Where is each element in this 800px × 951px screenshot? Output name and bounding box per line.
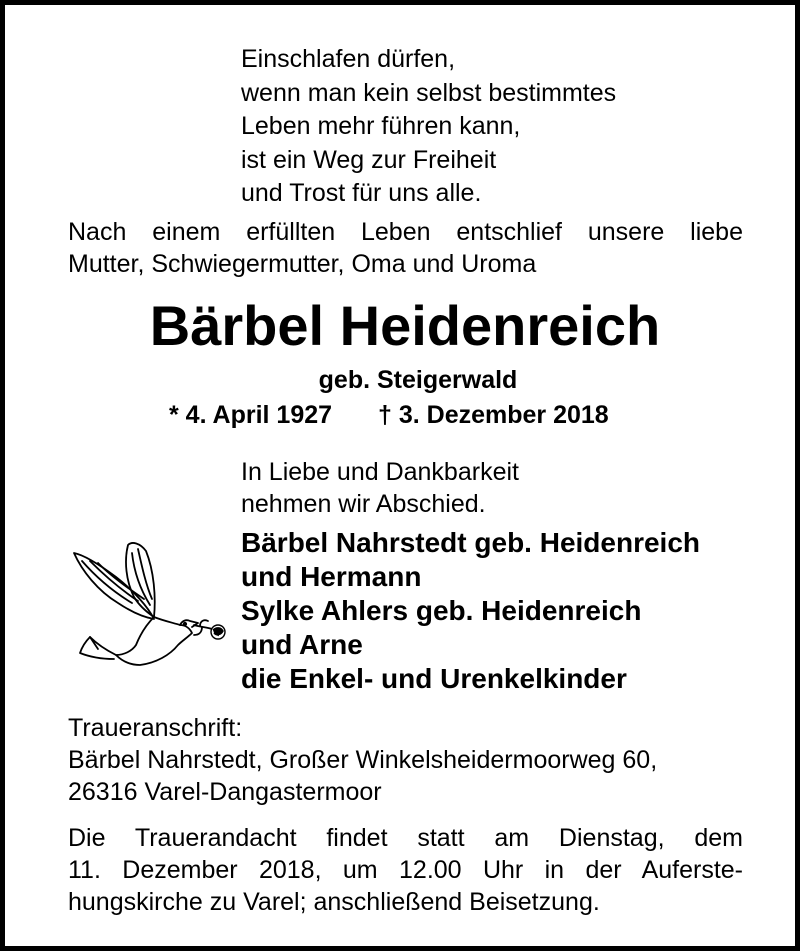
poem: [241, 43, 616, 211]
mourner-line: Bärbel Nahrstedt geb. Heidenreich: [241, 527, 701, 558]
maiden-name: geb. Steigerwald: [318, 366, 518, 394]
poem-line: Leben mehr führen kann,: [241, 112, 521, 140]
mourner-line: die Enkel- und Urenkelkinder: [241, 663, 627, 694]
death-date: † 3. Dezember 2018: [378, 401, 609, 429]
intro-line: Mutter, Schwiegermutter, Oma und Uroma: [68, 250, 537, 278]
poem-line: Einschlafen dürfen,: [241, 45, 456, 73]
service-line: hungskirche zu Varel; anschließend Beisetzung.: [68, 888, 600, 916]
mourner-line: Sylke Ahlers geb. Heidenreich: [241, 595, 642, 626]
address-line: Traueranschrift:: [68, 714, 243, 742]
service-info: [68, 822, 743, 918]
address-line: Bärbel Nahrstedt, Großer Winkelsheidermoorweg 60,: [68, 746, 658, 774]
mourner-line: und Hermann: [241, 561, 422, 592]
farewell-text: [241, 456, 519, 520]
deceased-name: Bärbel Heidenreich: [149, 294, 661, 357]
address-line: 26316 Varel-Dangastermoor: [68, 778, 382, 806]
service-line: Die Trauerandacht findet statt am Dienstag, dem: [68, 824, 743, 852]
intro-text: [68, 216, 743, 280]
birth-date: * 4. April 1927: [169, 401, 333, 429]
mourners-list: [241, 526, 700, 696]
mourner-line: und Arne: [241, 629, 363, 660]
farewell-line: nehmen wir Abschied.: [241, 490, 486, 518]
poem-line: ist ein Weg zur Freiheit: [241, 145, 497, 174]
mourning-address: [68, 712, 657, 808]
intro-line: Nach einem erfüllten Leben entschlief unsere liebe: [68, 218, 743, 246]
poem-line: wenn man kein selbst bestimmtes: [241, 78, 617, 107]
poem-line: und Trost für uns alle.: [241, 179, 482, 207]
dove-with-rose-icon: [68, 537, 228, 672]
farewell-line: In Liebe und Dankbarkeit: [241, 458, 519, 486]
service-line: 11. Dezember 2018, um 12.00 Uhr in der Auferste-: [68, 856, 743, 884]
